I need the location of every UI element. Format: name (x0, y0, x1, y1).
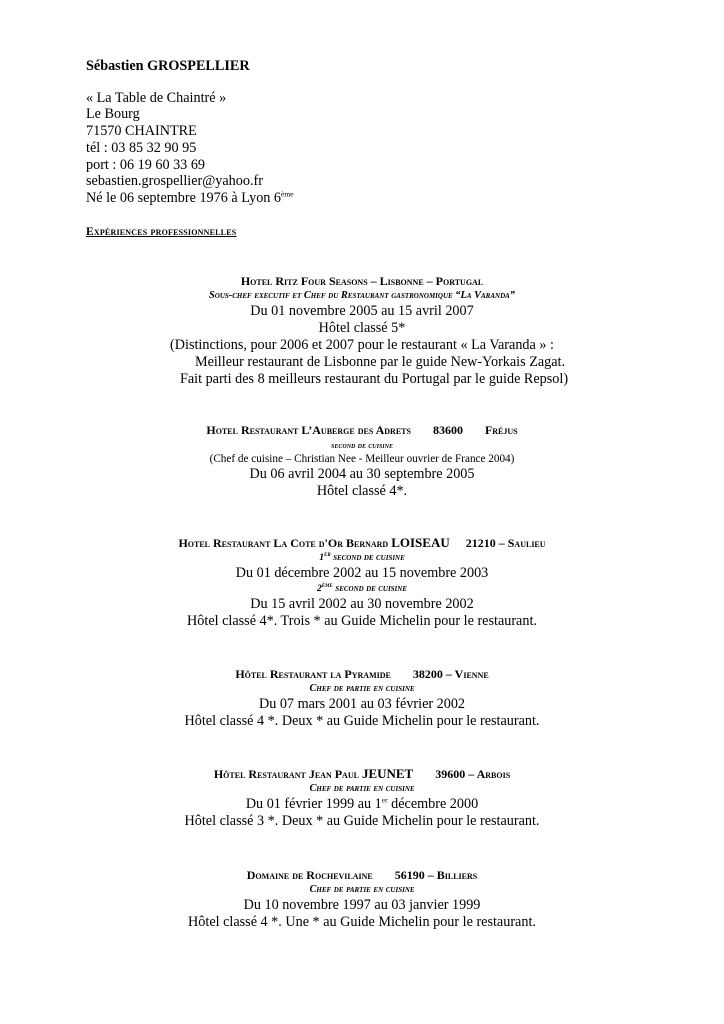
experience-dates: Du 15 avril 2002 au 30 novembre 2002 (250, 596, 474, 612)
mobile-phone: port : 06 19 60 33 69 (86, 156, 206, 173)
postal-city: 71570 CHAINTRE (86, 123, 197, 140)
experience-class: Hôtel classé 4 *. Une * au Guide Michelin pour le restaurant. (188, 914, 536, 930)
experience-dates: Du 10 novembre 1997 au 03 janvier 1999 (243, 897, 481, 913)
birth-info: Né le 06 septembre 1976 à Lyon 6ème (86, 189, 294, 206)
experience-dates: Du 01 décembre 2002 au 15 novembre 2003 (235, 565, 489, 581)
email: sebastien.grospellier@yahoo.fr (86, 173, 263, 190)
experience-class: Hôtel classé 4*. Trois * au Guide Michelin pour le restaurant. (187, 613, 537, 629)
experience-role: Chef de partie en cuisine (309, 884, 415, 895)
experience-dates: Du 01 novembre 2005 au 15 avril 2007 (250, 303, 474, 319)
experience-title: Hotel Ritz Four Seasons – Lisbonne – Portugal (240, 274, 484, 288)
experience-class: Hôtel classé 3 *. Deux * au Guide Michelin pour le restaurant. (184, 813, 540, 829)
experience-class: Hôtel classé 4 *. Deux * au Guide Michelin pour le restaurant. (184, 713, 540, 729)
section-title: Expériences professionnelles (86, 226, 237, 238)
experience-title: Hotel Restaurant La Cote d'Or Bernard LOISEAU 21210 – Saulieu (178, 535, 546, 550)
experience-title: Hôtel Restaurant Jean Paul JEUNET 39600 – Arbois (213, 766, 511, 781)
experience-ritz (60, 273, 664, 388)
experience-role: 1er second de cuisine (319, 548, 405, 563)
experience-rochevilaine (60, 867, 664, 931)
restaurant-name: « La Table de Chaintré » (86, 89, 227, 106)
phone: tél : 03 85 32 90 95 (86, 139, 197, 156)
experience-class: Hôtel classé 4*. (316, 483, 408, 499)
experience-title: Hôtel Restaurant la Pyramide 38200 – Vienne (235, 667, 489, 681)
experience-role: 2ème second de cuisine (316, 579, 408, 594)
experience-loiseau (60, 535, 664, 630)
distinction-zagat: Meilleur restaurant de Lisbonne par le guide New-Yorkais Zagat. (194, 354, 566, 370)
experience-pyramide (60, 666, 664, 730)
experience-role: Chef de partie en cuisine (309, 683, 415, 694)
distinctions-intro: (Distinctions, pour 2006 et 2007 pour le restaurant « La Varanda » : (170, 337, 554, 353)
experience-adrets (60, 422, 664, 500)
experience-role: Sous-chef executif et Chef du Restaurant gastronomique “La Varanda” (209, 290, 515, 301)
experience-note: (Chef de cuisine – Christian Nee - Meilleur ouvrier de France 2004) (209, 453, 515, 465)
experience-dates: Du 06 avril 2004 au 30 septembre 2005 (249, 466, 475, 482)
person-name: Sébastien GROSPELLIER (86, 58, 250, 74)
experience-role: second de cuisine (331, 440, 393, 450)
address-line: Le Bourg (86, 106, 140, 123)
distinction-repsol: Fait parti des 8 meilleurs restaurant du Portugal par le guide Repsol) (179, 371, 569, 387)
experience-title: Domaine de Rochevilaine 56190 – Billiers (246, 868, 478, 882)
contact-block (86, 58, 294, 207)
experience-dates: Du 01 février 1999 au 1er décembre 2000 (245, 795, 479, 812)
experience-role: Chef de partie en cuisine (309, 783, 415, 794)
experience-dates: Du 07 mars 2001 au 03 février 2002 (258, 696, 466, 712)
experience-title: Hotel Restaurant L’Auberge des Adrets 83600 Fréjus (206, 423, 518, 437)
experience-jeunet (60, 766, 664, 830)
experience-class: Hôtel classé 5* (318, 320, 406, 336)
